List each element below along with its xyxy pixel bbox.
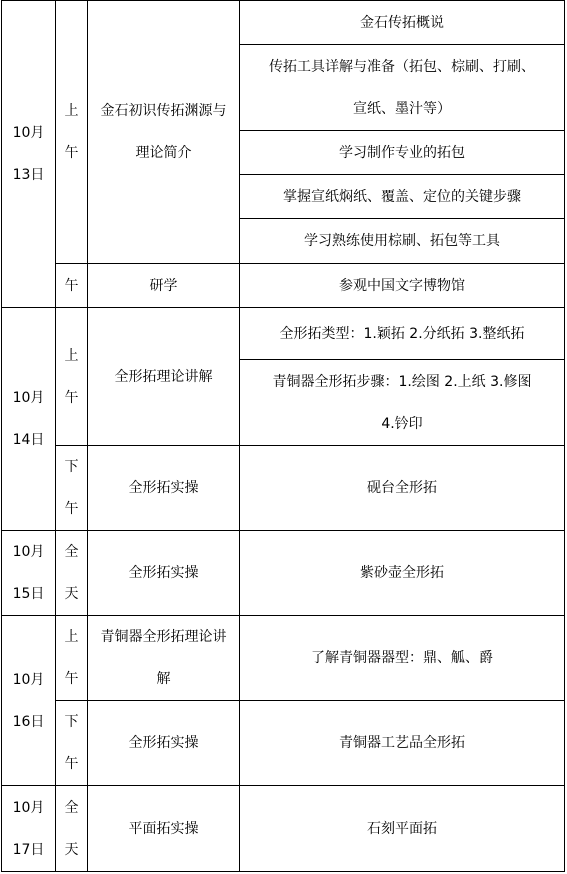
schedule-body: [2, 1, 565, 872]
date-day: 16日: [12, 713, 45, 730]
session-topic-cell: [88, 786, 240, 872]
session-half-cell: [56, 308, 88, 446]
table-row: [2, 616, 565, 701]
date-month: 10月: [12, 671, 45, 688]
session-half-char: 午: [64, 145, 79, 161]
session-topic-line: 青铜器全形拓理论讲: [100, 629, 227, 645]
date-day: 14日: [12, 432, 45, 448]
session-topic-line: 全形拓理论讲解: [114, 368, 213, 385]
session-half-char: 下: [64, 459, 79, 475]
content-cell: [240, 264, 565, 308]
content-line: 4.钤印: [381, 415, 423, 432]
table-row: [2, 786, 565, 872]
content-line: 青铜器全形拓步骤：1.绘图 2.上纸 3.修图: [272, 373, 532, 390]
table-row: [2, 308, 565, 360]
content-line: 掌握宣纸焖纸、覆盖、定位的关键步骤: [283, 188, 521, 205]
content-line: 石刻平面拓: [367, 820, 437, 837]
session-half-char: 午: [64, 501, 79, 517]
session-half-char: 上: [64, 103, 79, 119]
session-topic-line: 全形拓实操: [128, 565, 199, 581]
table-row: [2, 264, 565, 308]
session-topic-line: 解: [156, 671, 171, 687]
session-half-cell: [56, 1, 88, 264]
content-cell: [240, 131, 565, 175]
session-topic-cell: [88, 446, 240, 531]
content-line: 紫砂壶全形拓: [360, 565, 444, 581]
table-row: [2, 531, 565, 616]
content-cell: [240, 446, 565, 531]
session-half-char: 天: [64, 586, 79, 602]
date-cell: [2, 308, 56, 531]
date-cell: [2, 1, 56, 308]
session-topic-line: 理论简介: [135, 145, 192, 161]
content-line: 青铜器工艺品全形拓: [339, 735, 465, 751]
date-day: 13日: [12, 167, 45, 183]
session-half-cell: [56, 531, 88, 616]
session-topic-cell: [88, 1, 240, 264]
content-cell: [240, 45, 565, 131]
content-line: 传拓工具详解与准备（拓包、棕刷、打刷、: [269, 58, 535, 75]
session-topic-line: 全形拓实操: [128, 480, 199, 496]
content-cell: [240, 701, 565, 786]
content-line: 全形拓类型：1.颖拓 2.分纸拓 3.整纸拓: [279, 325, 525, 342]
session-topic-line: 金石初识传拓渊源与: [100, 103, 227, 119]
table-row: [2, 1, 565, 45]
content-line: 宣纸、墨汁等）: [353, 100, 451, 117]
session-half-char: 午: [64, 756, 79, 772]
date-month: 10月: [12, 125, 45, 141]
content-line: 金石传拓概说: [360, 14, 444, 31]
content-line: 参观中国文字博物馆: [339, 277, 465, 294]
session-topic-cell: [88, 308, 240, 446]
content-cell: [240, 219, 565, 264]
table-row: [2, 701, 565, 786]
session-topic-cell: [88, 264, 240, 308]
content-cell: [240, 175, 565, 219]
schedule-table: [1, 0, 565, 872]
session-topic-cell: [88, 616, 240, 701]
date-month: 10月: [12, 799, 45, 816]
content-cell: [240, 531, 565, 616]
date-cell: [2, 531, 56, 616]
session-half-char: 午: [64, 671, 79, 687]
date-month: 10月: [12, 390, 45, 406]
content-cell: [240, 1, 565, 45]
session-half-cell: [56, 264, 88, 308]
session-half-char: 午: [64, 389, 79, 406]
session-half-char: 全: [64, 799, 79, 816]
session-topic-cell: [88, 701, 240, 786]
session-half-char: 下: [64, 714, 79, 730]
content-line: 学习熟练使用棕刷、拓包等工具: [304, 233, 500, 249]
session-half-char: 上: [64, 347, 79, 364]
session-half-cell: [56, 786, 88, 872]
content-cell: [240, 786, 565, 872]
date-day: 17日: [12, 841, 45, 858]
session-half-char: 上: [64, 629, 79, 645]
date-day: 15日: [12, 586, 45, 602]
session-half-char: 午: [64, 277, 79, 294]
content-cell: [240, 360, 565, 446]
session-half-cell: [56, 616, 88, 701]
content-cell: [240, 616, 565, 701]
session-half-char: 全: [64, 544, 79, 560]
table-row: [2, 446, 565, 531]
session-half-char: 天: [64, 841, 79, 858]
date-month: 10月: [12, 544, 45, 560]
content-line: 砚台全形拓: [367, 480, 437, 496]
session-topic-line: 平面拓实操: [128, 820, 199, 837]
session-topic-line: 全形拓实操: [128, 735, 199, 751]
date-cell: [2, 786, 56, 872]
content-line: 了解青铜器器型：鼎、觚、爵: [311, 650, 493, 666]
session-half-cell: [56, 701, 88, 786]
session-half-cell: [56, 446, 88, 531]
session-topic-line: 研学: [149, 277, 178, 294]
content-cell: [240, 308, 565, 360]
content-line: 学习制作专业的拓包: [339, 144, 465, 161]
session-topic-cell: [88, 531, 240, 616]
date-cell: [2, 616, 56, 786]
